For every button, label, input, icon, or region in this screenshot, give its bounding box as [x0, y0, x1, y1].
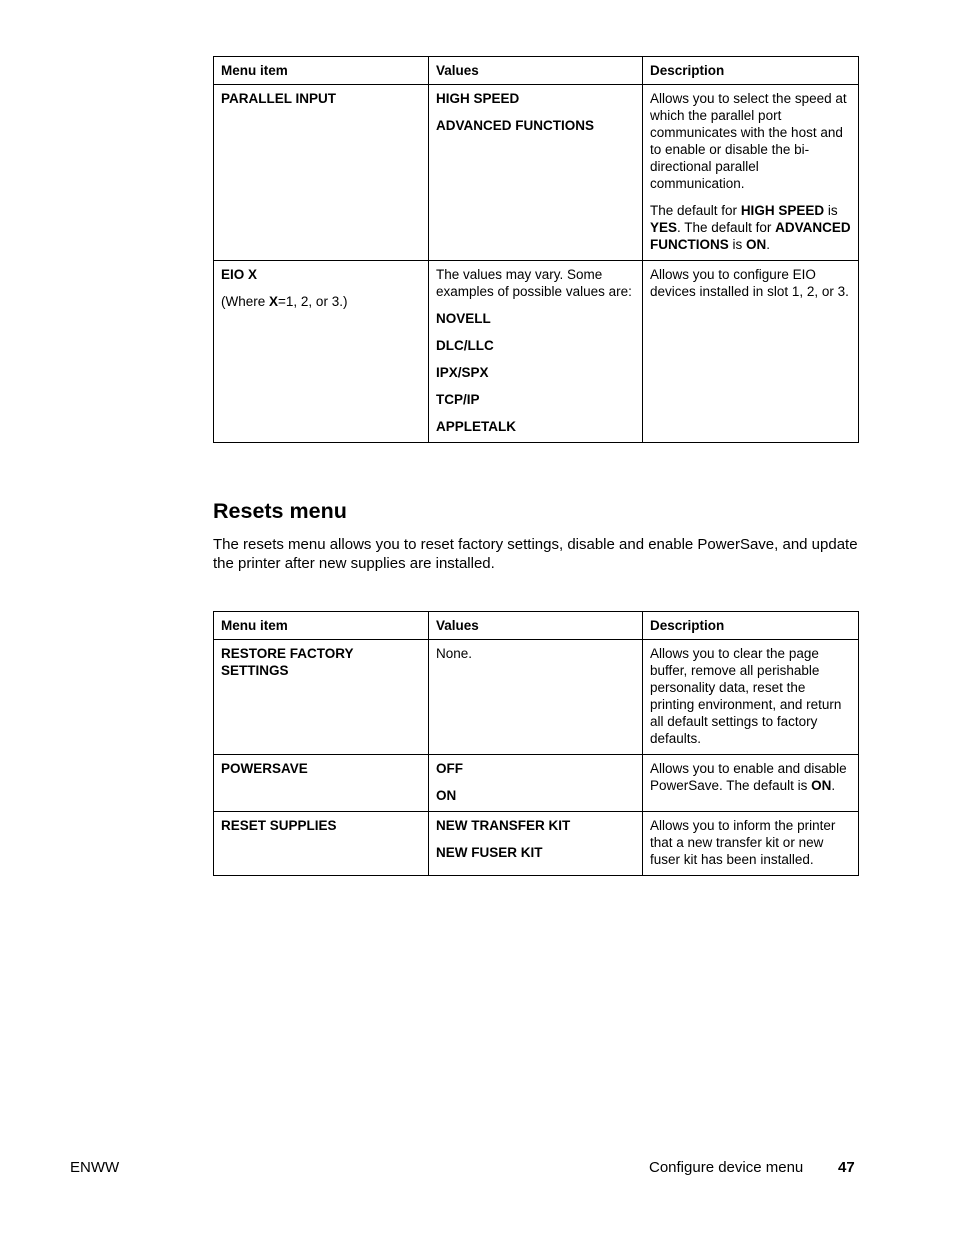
header-menu-item: Menu item [214, 57, 429, 85]
values-intro: The values may vary. Some examples of possible values are: [436, 267, 632, 299]
default-keyword: HIGH SPEED [740, 203, 825, 218]
table-row [214, 85, 859, 261]
menu-item-cell [214, 755, 429, 812]
description-text: Allows you to inform the printer that a new transfer kit or new fuser kit has been installed. [650, 818, 836, 867]
value-option: IPX/SPX [436, 365, 489, 380]
value-option: NEW TRANSFER KIT [436, 818, 571, 833]
table-row [214, 812, 859, 876]
menu-table-2 [213, 611, 859, 876]
menu-item-name: RESTORE FACTORY SETTINGS [221, 646, 354, 678]
description-fragment: Allows you to enable and disable PowerSave. The default is [650, 761, 847, 793]
page-number: 47 [838, 1159, 855, 1176]
menu-table-1 [213, 56, 859, 443]
value-option: ADVANCED FUNCTIONS [436, 118, 594, 133]
header-values: Values [429, 57, 643, 85]
value-option: OFF [436, 761, 463, 776]
value-option: NEW FUSER KIT [436, 845, 543, 860]
menu-item-cell [214, 640, 429, 755]
header-description: Description [643, 57, 859, 85]
description-cell [643, 812, 859, 876]
value-option: APPLETALK [436, 419, 516, 434]
default-keyword: YES [650, 220, 678, 235]
menu-item-name: EIO X [221, 267, 258, 282]
default-text: is [728, 237, 747, 252]
values-cell [429, 261, 643, 443]
section-intro: The resets menu allows you to reset factory settings, disable and enable PowerSave, and update the printer after new supplies are installed. [213, 536, 858, 572]
default-note [650, 202, 852, 253]
note-text: =1, 2, or 3.) [278, 294, 348, 309]
menu-item-name: POWERSAVE [221, 761, 308, 776]
values-cell [429, 640, 643, 755]
description-text: Allows you to configure EIO devices installed in slot 1, 2, or 3. [650, 267, 849, 299]
value-option: TCP/IP [436, 392, 480, 407]
menu-item-name: RESET SUPPLIES [221, 818, 337, 833]
value-option: ON [436, 788, 457, 803]
default-text: . [766, 237, 771, 252]
menu-item-note [221, 293, 422, 310]
footer-section-title: Configure device menu [649, 1159, 804, 1176]
table-row [214, 261, 859, 443]
header-menu-item: Menu item [214, 612, 429, 640]
table-row [214, 640, 859, 755]
footer-left-label: ENWW [70, 1159, 120, 1176]
description-text: Allows you to select the speed at which the parallel port communicates with the host and to enable or disable the bi-directional parallel communication. [650, 91, 847, 191]
description-cell [643, 640, 859, 755]
values-text: None. [436, 646, 473, 661]
note-text: (Where [221, 294, 270, 309]
description-cell [643, 85, 859, 261]
default-keyword: ON [746, 237, 767, 252]
menu-item-cell [214, 261, 429, 443]
header-description: Description [643, 612, 859, 640]
default-text: The default for [650, 203, 741, 218]
value-option: NOVELL [436, 311, 491, 326]
values-cell [429, 85, 643, 261]
menu-item-cell [214, 85, 429, 261]
menu-item-name: PARALLEL INPUT [221, 91, 337, 106]
values-cell [429, 755, 643, 812]
values-cell [429, 812, 643, 876]
default-text: is [824, 203, 838, 218]
default-text: . The default for [677, 220, 776, 235]
description-text: Allows you to clear the page buffer, remove all perishable personality data, reset the printing environment, and return all default settings to factory defaults. [650, 646, 842, 746]
value-option: HIGH SPEED [436, 91, 520, 106]
section-heading: Resets menu [213, 499, 347, 523]
table-row [214, 755, 859, 812]
description-cell [643, 755, 859, 812]
menu-item-cell [214, 812, 429, 876]
description-fragment: . [831, 778, 836, 793]
default-keyword: ON [811, 778, 832, 793]
table-header-row [214, 57, 859, 85]
note-keyword: X [269, 294, 279, 309]
description-text [650, 760, 852, 794]
default-keyword: ADVANCED FUNCTIONS [650, 220, 851, 252]
header-values: Values [429, 612, 643, 640]
table-header-row [214, 612, 859, 640]
value-option: DLC/LLC [436, 338, 494, 353]
description-cell [643, 261, 859, 443]
